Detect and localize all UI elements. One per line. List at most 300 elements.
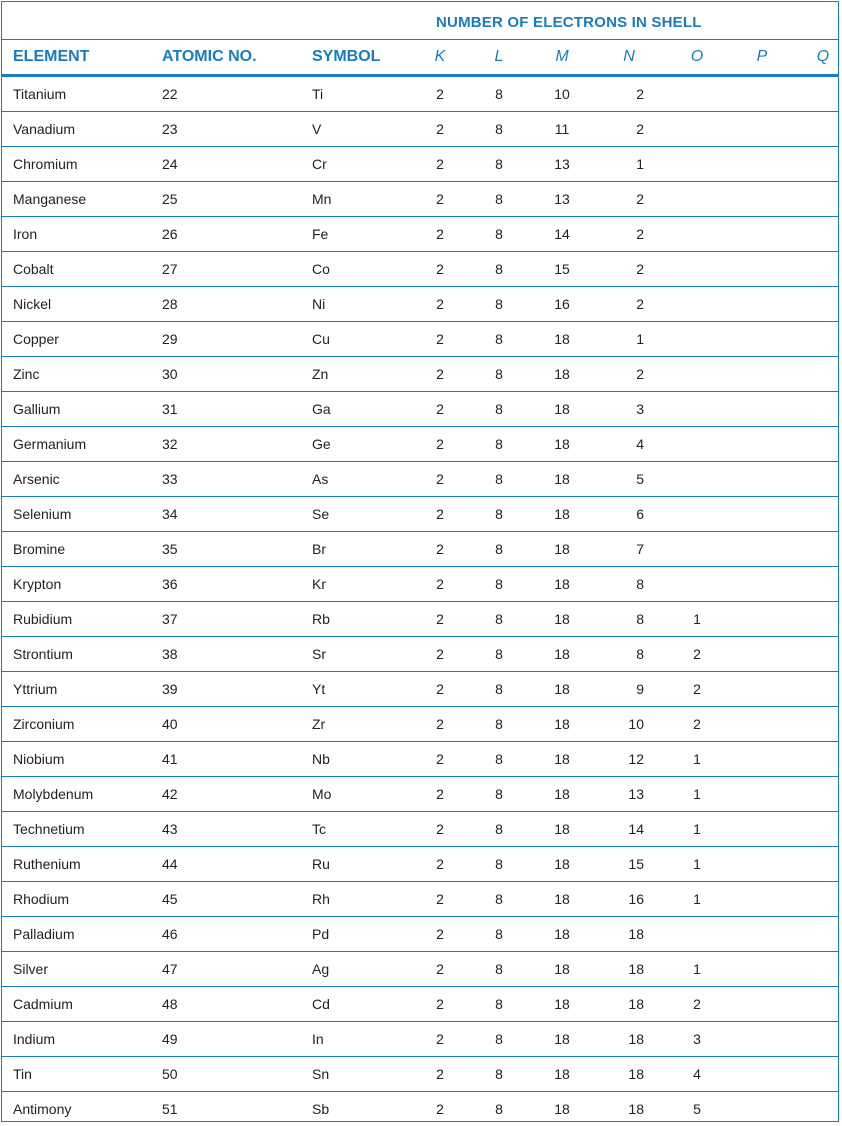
cell-m: 18 (554, 681, 570, 697)
cell-p (756, 987, 768, 1021)
table-row (2, 112, 838, 147)
cell-element: Bromine (13, 541, 66, 557)
cell-symbol: Br (312, 541, 326, 557)
cell-element: Technetium (13, 821, 85, 837)
cell-element: Chromium (13, 156, 78, 172)
cell-atomic-no: 38 (162, 646, 178, 662)
table-row (2, 567, 838, 602)
cell-q (816, 812, 830, 846)
cell-n: 4 (636, 436, 644, 452)
cell-l: 8 (495, 891, 503, 907)
cell-k: 2 (436, 261, 444, 277)
cell-element: Ruthenium (13, 856, 81, 872)
cell-p (756, 532, 768, 566)
table-row (2, 882, 838, 917)
cell-symbol: Zr (312, 716, 326, 732)
cell-o (690, 217, 704, 251)
cell-q (816, 252, 830, 286)
cell-p (756, 497, 768, 531)
cell-p (756, 602, 768, 636)
cell-n: 16 (628, 891, 644, 907)
cell-q (816, 182, 830, 216)
cell-o (690, 147, 704, 181)
cell-o: 1 (693, 891, 701, 907)
cell-k: 2 (436, 961, 444, 977)
cell-symbol: Co (312, 261, 330, 277)
cell-k: 2 (436, 541, 444, 557)
header-shell-l: L (494, 48, 504, 65)
cell-element: Molybdenum (13, 786, 94, 802)
cell-n: 1 (636, 156, 644, 172)
cell-m: 13 (554, 191, 570, 207)
cell-element: Nickel (13, 296, 52, 312)
table-super-header (2, 2, 838, 40)
cell-n: 7 (636, 541, 644, 557)
cell-element: Antimony (13, 1101, 72, 1117)
cell-k: 2 (436, 611, 444, 627)
cell-l: 8 (495, 576, 503, 592)
cell-atomic-no: 37 (162, 611, 178, 627)
cell-atomic-no: 24 (162, 156, 178, 172)
cell-n: 8 (636, 611, 644, 627)
header-atomic-no: ATOMIC NO. (162, 48, 257, 65)
column-header-row (2, 40, 838, 77)
table-row (2, 392, 838, 427)
cell-l: 8 (495, 296, 503, 312)
cell-atomic-no: 39 (162, 681, 178, 697)
table-row (2, 357, 838, 392)
table-row (2, 847, 838, 882)
cell-element: Rubidium (13, 611, 73, 627)
cell-l: 8 (495, 926, 503, 942)
cell-n: 12 (628, 751, 644, 767)
cell-l: 8 (495, 646, 503, 662)
table-row (2, 182, 838, 217)
cell-n: 2 (636, 296, 644, 312)
cell-p (756, 217, 768, 251)
cell-symbol: Se (312, 506, 330, 522)
cell-m: 11 (554, 121, 570, 137)
cell-m: 18 (554, 716, 570, 732)
cell-symbol: Ge (312, 436, 331, 452)
cell-atomic-no: 31 (162, 401, 178, 417)
cell-n: 2 (636, 86, 644, 102)
cell-q (816, 567, 830, 601)
cell-m: 18 (554, 786, 570, 802)
cell-symbol: Zn (312, 366, 329, 382)
cell-q (816, 497, 830, 531)
cell-element: Yttrium (13, 681, 58, 697)
cell-atomic-no: 33 (162, 471, 178, 487)
cell-atomic-no: 40 (162, 716, 178, 732)
cell-m: 18 (554, 436, 570, 452)
cell-n: 18 (628, 1101, 644, 1117)
cell-m: 18 (554, 1066, 570, 1082)
cell-m: 18 (554, 576, 570, 592)
cell-l: 8 (495, 121, 503, 137)
cell-element: Titanium (13, 86, 67, 102)
cell-symbol: Rb (312, 611, 330, 627)
cell-m: 18 (554, 751, 570, 767)
cell-q (816, 742, 830, 776)
cell-o (690, 392, 704, 426)
cell-atomic-no: 35 (162, 541, 178, 557)
cell-o: 2 (693, 681, 701, 697)
cell-p (756, 322, 768, 356)
cell-q (816, 322, 830, 356)
cell-o (690, 462, 704, 496)
cell-p (756, 847, 768, 881)
cell-p (756, 952, 768, 986)
cell-element: Rhodium (13, 891, 70, 907)
cell-k: 2 (436, 471, 444, 487)
table-row (2, 777, 838, 812)
table-row (2, 917, 838, 952)
cell-symbol: Tc (312, 821, 326, 837)
cell-o (690, 112, 704, 146)
cell-k: 2 (436, 366, 444, 382)
cell-o (690, 427, 704, 461)
cell-m: 16 (554, 296, 570, 312)
cell-q (816, 952, 830, 986)
cell-n: 1 (636, 331, 644, 347)
cell-element: Selenium (13, 506, 72, 522)
cell-o: 4 (693, 1066, 701, 1082)
cell-k: 2 (436, 716, 444, 732)
cell-o (690, 917, 704, 951)
cell-k: 2 (436, 86, 444, 102)
cell-o (690, 497, 704, 531)
cell-atomic-no: 41 (162, 751, 178, 767)
cell-m: 18 (554, 1031, 570, 1047)
cell-l: 8 (495, 366, 503, 382)
header-symbol: SYMBOL (312, 48, 381, 65)
cell-k: 2 (436, 296, 444, 312)
cell-m: 18 (554, 1101, 570, 1117)
cell-p (756, 182, 768, 216)
cell-element: Strontium (13, 646, 73, 662)
cell-k: 2 (436, 226, 444, 242)
table-row (2, 287, 838, 322)
cell-l: 8 (495, 1101, 503, 1117)
cell-symbol: Ti (312, 86, 324, 102)
cell-n: 18 (628, 1031, 644, 1047)
table-body (2, 77, 838, 1126)
cell-element: Vanadium (13, 121, 76, 137)
cell-element: Indium (13, 1031, 56, 1047)
cell-k: 2 (436, 856, 444, 872)
cell-m: 18 (554, 471, 570, 487)
shell-group-heading: NUMBER OF ELECTRONS IN SHELL (436, 14, 702, 31)
cell-o (690, 357, 704, 391)
cell-m: 18 (554, 891, 570, 907)
cell-element: Iron (13, 226, 38, 242)
cell-o: 1 (693, 961, 701, 977)
cell-m: 18 (554, 401, 570, 417)
table-row (2, 987, 838, 1022)
cell-l: 8 (495, 996, 503, 1012)
cell-o: 2 (693, 716, 701, 732)
cell-n: 2 (636, 226, 644, 242)
cell-symbol: Mo (312, 786, 332, 802)
cell-n: 8 (636, 576, 644, 592)
cell-l: 8 (495, 856, 503, 872)
cell-o: 1 (693, 856, 701, 872)
cell-o (690, 532, 704, 566)
cell-atomic-no: 28 (162, 296, 178, 312)
cell-n: 14 (628, 821, 644, 837)
cell-k: 2 (436, 191, 444, 207)
cell-n: 13 (628, 786, 644, 802)
cell-o: 2 (693, 646, 701, 662)
cell-symbol: Cd (312, 996, 330, 1012)
table-row (2, 707, 838, 742)
cell-n: 2 (636, 366, 644, 382)
cell-m: 18 (554, 646, 570, 662)
cell-k: 2 (436, 821, 444, 837)
table-row (2, 217, 838, 252)
cell-m: 18 (554, 331, 570, 347)
cell-atomic-no: 32 (162, 436, 178, 452)
cell-k: 2 (436, 891, 444, 907)
header-shell-o: O (690, 48, 704, 65)
cell-p (756, 427, 768, 461)
cell-p (756, 812, 768, 846)
cell-l: 8 (495, 86, 503, 102)
cell-p (756, 357, 768, 391)
cell-atomic-no: 51 (162, 1101, 178, 1117)
cell-symbol: As (312, 471, 329, 487)
cell-q (816, 1057, 830, 1091)
cell-p (756, 287, 768, 321)
cell-q (816, 637, 830, 671)
cell-o: 1 (693, 786, 701, 802)
cell-element: Cobalt (13, 261, 54, 277)
cell-p (756, 567, 768, 601)
cell-m: 13 (554, 156, 570, 172)
cell-element: Gallium (13, 401, 61, 417)
cell-q (816, 777, 830, 811)
cell-symbol: Ni (312, 296, 326, 312)
cell-p (756, 882, 768, 916)
cell-n: 9 (636, 681, 644, 697)
cell-l: 8 (495, 961, 503, 977)
table-row (2, 322, 838, 357)
cell-symbol: Kr (312, 576, 326, 592)
cell-symbol: Pd (312, 926, 330, 942)
cell-o: 1 (693, 611, 701, 627)
cell-l: 8 (495, 821, 503, 837)
cell-m: 18 (554, 856, 570, 872)
cell-l: 8 (495, 471, 503, 487)
header-shell-p: P (756, 48, 768, 65)
cell-q (816, 672, 830, 706)
table-row (2, 462, 838, 497)
cell-atomic-no: 45 (162, 891, 178, 907)
cell-q (816, 882, 830, 916)
table-row (2, 532, 838, 567)
table-row (2, 147, 838, 182)
cell-o (690, 567, 704, 601)
cell-p (756, 1022, 768, 1056)
cell-element: Palladium (13, 926, 75, 942)
table-row (2, 812, 838, 847)
cell-atomic-no: 49 (162, 1031, 178, 1047)
cell-k: 2 (436, 121, 444, 137)
cell-k: 2 (436, 401, 444, 417)
cell-q (816, 917, 830, 951)
table-row (2, 952, 838, 987)
cell-m: 18 (554, 611, 570, 627)
cell-l: 8 (495, 1066, 503, 1082)
cell-symbol: Sr (312, 646, 326, 662)
table-row (2, 497, 838, 532)
cell-k: 2 (436, 506, 444, 522)
cell-l: 8 (495, 156, 503, 172)
header-shell-k: K (434, 48, 446, 65)
cell-symbol: Ga (312, 401, 331, 417)
cell-p (756, 1057, 768, 1091)
cell-l: 8 (495, 611, 503, 627)
cell-atomic-no: 43 (162, 821, 178, 837)
cell-element: Cadmium (13, 996, 73, 1012)
cell-p (756, 462, 768, 496)
cell-element: Manganese (13, 191, 87, 207)
table-row (2, 252, 838, 287)
cell-q (816, 357, 830, 391)
cell-symbol: Ag (312, 961, 330, 977)
cell-p (756, 392, 768, 426)
cell-element: Krypton (13, 576, 62, 592)
cell-n: 2 (636, 191, 644, 207)
cell-element: Copper (13, 331, 59, 347)
table-row (2, 1092, 838, 1126)
table-row (2, 637, 838, 672)
cell-atomic-no: 47 (162, 961, 178, 977)
cell-n: 18 (628, 926, 644, 942)
cell-atomic-no: 29 (162, 331, 178, 347)
cell-q (816, 532, 830, 566)
cell-l: 8 (495, 786, 503, 802)
cell-m: 15 (554, 261, 570, 277)
cell-l: 8 (495, 716, 503, 732)
cell-k: 2 (436, 751, 444, 767)
cell-atomic-no: 36 (162, 576, 178, 592)
cell-atomic-no: 48 (162, 996, 178, 1012)
cell-k: 2 (436, 576, 444, 592)
cell-n: 5 (636, 471, 644, 487)
header-shell-m: M (555, 48, 569, 65)
cell-l: 8 (495, 191, 503, 207)
table-row (2, 77, 838, 112)
cell-q (816, 987, 830, 1021)
cell-k: 2 (436, 1101, 444, 1117)
cell-p (756, 77, 768, 111)
cell-q (816, 287, 830, 321)
cell-element: Germanium (13, 436, 87, 452)
cell-k: 2 (436, 156, 444, 172)
cell-symbol: Cr (312, 156, 327, 172)
cell-q (816, 392, 830, 426)
cell-atomic-no: 42 (162, 786, 178, 802)
table-row (2, 672, 838, 707)
cell-p (756, 1092, 768, 1126)
cell-n: 18 (628, 961, 644, 977)
cell-element: Tin (13, 1066, 32, 1082)
cell-p (756, 777, 768, 811)
cell-q (816, 147, 830, 181)
cell-m: 18 (554, 926, 570, 942)
cell-l: 8 (495, 436, 503, 452)
cell-n: 2 (636, 261, 644, 277)
cell-l: 8 (495, 541, 503, 557)
cell-n: 8 (636, 646, 644, 662)
cell-symbol: V (312, 121, 322, 137)
cell-atomic-no: 22 (162, 86, 178, 102)
cell-p (756, 252, 768, 286)
cell-n: 2 (636, 121, 644, 137)
table-row (2, 602, 838, 637)
cell-k: 2 (436, 1066, 444, 1082)
cell-o: 1 (693, 821, 701, 837)
cell-l: 8 (495, 751, 503, 767)
cell-symbol: Sn (312, 1066, 330, 1082)
cell-p (756, 147, 768, 181)
cell-l: 8 (495, 261, 503, 277)
cell-m: 10 (554, 86, 570, 102)
cell-m: 18 (554, 821, 570, 837)
cell-p (756, 742, 768, 776)
cell-q (816, 217, 830, 251)
cell-n: 18 (628, 1066, 644, 1082)
cell-symbol: Sb (312, 1101, 330, 1117)
cell-l: 8 (495, 506, 503, 522)
cell-o: 2 (693, 996, 701, 1012)
cell-o (690, 182, 704, 216)
cell-q (816, 112, 830, 146)
cell-k: 2 (436, 786, 444, 802)
cell-symbol: Ru (312, 856, 330, 872)
cell-o (690, 322, 704, 356)
cell-atomic-no: 25 (162, 191, 178, 207)
cell-q (816, 847, 830, 881)
cell-atomic-no: 27 (162, 261, 178, 277)
cell-atomic-no: 26 (162, 226, 178, 242)
cell-n: 15 (628, 856, 644, 872)
cell-atomic-no: 50 (162, 1066, 178, 1082)
cell-atomic-no: 46 (162, 926, 178, 942)
cell-n: 18 (628, 996, 644, 1012)
cell-p (756, 637, 768, 671)
table-row (2, 427, 838, 462)
cell-q (816, 1022, 830, 1056)
cell-m: 14 (554, 226, 570, 242)
cell-q (816, 602, 830, 636)
cell-k: 2 (436, 996, 444, 1012)
cell-k: 2 (436, 926, 444, 942)
cell-m: 18 (554, 506, 570, 522)
cell-p (756, 917, 768, 951)
cell-k: 2 (436, 436, 444, 452)
cell-l: 8 (495, 401, 503, 417)
cell-o (690, 252, 704, 286)
cell-k: 2 (436, 681, 444, 697)
cell-m: 18 (554, 366, 570, 382)
cell-atomic-no: 34 (162, 506, 178, 522)
electron-shell-table (1, 1, 839, 1122)
cell-l: 8 (495, 331, 503, 347)
table-row (2, 742, 838, 777)
